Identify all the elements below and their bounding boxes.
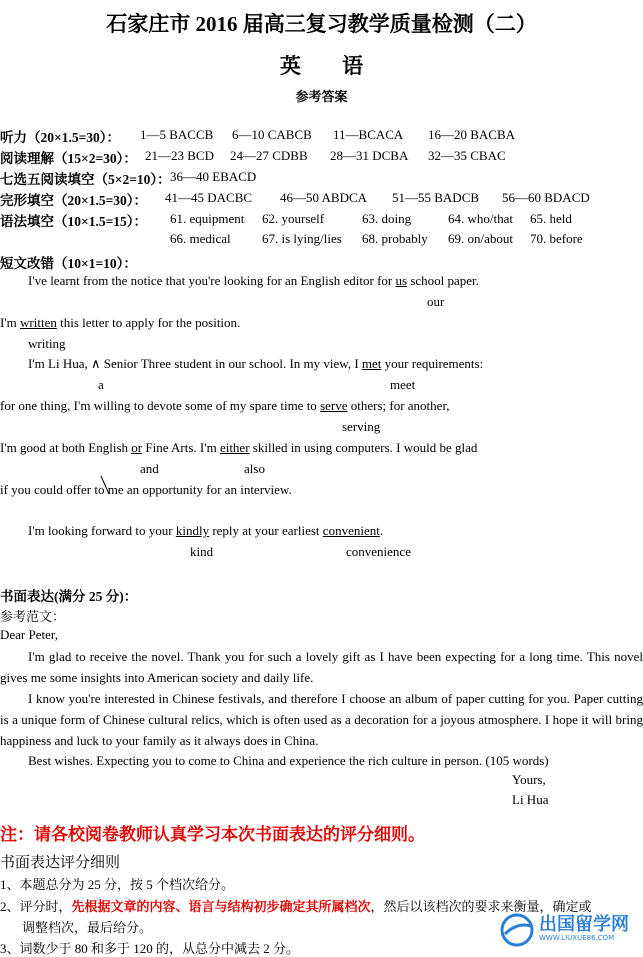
- text-segment: ，然后以该档次的要求来衡量，确定或: [370, 899, 592, 914]
- correction-answer: kind: [190, 544, 214, 559]
- answer-item: 61. equipment: [170, 211, 245, 226]
- text-segment: skilled in using computers. I would be glad: [249, 440, 478, 455]
- answer-group: 11—BCACA: [333, 127, 404, 142]
- error-word: either: [219, 440, 250, 455]
- reading-label: 阅读理解（15×2=30）：: [0, 151, 137, 166]
- text-segment: I'm good at both English: [0, 440, 132, 455]
- answer-group: 28—31 DCBA: [330, 148, 409, 163]
- answer-item: 69. on/about: [448, 231, 513, 246]
- sample-label: 参考范文：: [0, 609, 66, 624]
- text-segment: Fine Arts. I'm: [142, 440, 220, 455]
- cloze-label: 完形填空（20×1.5=30）：: [0, 193, 148, 208]
- watermark-text: 出国留学网: [539, 914, 629, 935]
- correction-line-5: [0, 440, 477, 456]
- answer-group: 1—5 BACCB: [140, 127, 214, 142]
- correction-answer: our: [427, 294, 445, 309]
- correction-line-1: [28, 273, 479, 289]
- correction-answer: serving: [342, 419, 381, 434]
- text-segment: .: [379, 523, 384, 538]
- text-segment: reply at your earliest: [209, 523, 323, 538]
- answer-group: 41—45 DACBC: [165, 190, 253, 205]
- watermark-url: WWW.LIUXUE86.COM: [539, 934, 615, 942]
- letter-paragraph: I'm glad to receive the novel. Thank you for such a lovely gift as I have been expecting for a long time. This novel gives me some insights into American society and daily life.: [0, 649, 643, 685]
- text-segment: your requirements:: [381, 356, 484, 371]
- correction-line-2: [0, 315, 240, 331]
- writing-label: 书面表达(满分 25 分)：: [0, 589, 138, 604]
- listening-row: [0, 126, 120, 146]
- correction-answer: meet: [390, 377, 416, 392]
- text-segment: for one thing, I'm willing to devote some of my spare time to: [0, 398, 321, 413]
- subject-heading: 英 语: [279, 54, 382, 78]
- answer-group: 16—20 BACBA: [428, 127, 516, 142]
- answer-group: 6—10 CABCB: [232, 127, 312, 142]
- document-title: 石家庄市 2016 届高三复习教学质量检测（二）: [106, 12, 537, 36]
- correction-answer: a: [98, 377, 104, 392]
- answer-item: 65. held: [530, 211, 572, 226]
- text-segment: others; for another,: [347, 398, 450, 413]
- error-word: or: [131, 440, 143, 455]
- answer-group: 51—55 BADCB: [392, 190, 480, 205]
- answer-group: 32—35 CBAC: [428, 148, 506, 163]
- answer-group: 24—27 CDBB: [230, 148, 308, 163]
- answer-item: 64. who/that: [448, 211, 513, 226]
- correction-answer: also: [244, 461, 265, 476]
- answer-item: 68. probably: [362, 231, 428, 246]
- watermark-logo: [499, 910, 639, 950]
- answer-item: 67. is lying/lies: [262, 231, 342, 246]
- error-word: met: [361, 356, 382, 371]
- correction-answer: convenience: [346, 544, 411, 559]
- rubric-item: 3、词数少于 80 和多于 120 的，从总分中减去 2 分。: [0, 941, 300, 956]
- text-segment: I've learnt from the notice that you're looking for an English editor for: [28, 273, 396, 288]
- error-word: written: [20, 315, 57, 330]
- error-word: convenient: [322, 523, 380, 538]
- letter-signature: Li Hua: [512, 792, 549, 807]
- text-segment: 2、评分时，: [0, 899, 72, 914]
- error-word: kindly: [175, 523, 210, 538]
- highlight-text: 先根据文章的内容、语言与结构初步确定其所属档次: [71, 899, 371, 914]
- answer-item: 62. yourself: [262, 211, 325, 226]
- correction-label: 短文改错（10×1=10）：: [0, 256, 137, 271]
- correction-line-6: if you could offer to me an opportunity for an interview.: [0, 482, 292, 497]
- answer-item: 66. medical: [170, 231, 231, 246]
- answer-item: 63. doing: [362, 211, 412, 226]
- answer-group: 56—60 BDACD: [502, 190, 590, 205]
- correction-line-7: [28, 523, 383, 539]
- letter-greeting: Dear Peter,: [0, 627, 58, 642]
- letter-closing: Yours,: [512, 772, 546, 787]
- deletion-mark-icon: [98, 474, 112, 496]
- answer-group: 46—50 ABDCA: [280, 190, 368, 205]
- globe-icon: [499, 912, 535, 948]
- grammar-label: 语法填空（10×1.5=15）：: [0, 214, 148, 229]
- listening-label: 听力（20×1.5=30）：: [0, 130, 121, 145]
- text-segment: I'm looking forward to your: [28, 523, 176, 538]
- correction-line-3: [28, 356, 483, 372]
- answer-group: 21—23 BCD: [145, 148, 214, 163]
- answer-item: 70. before: [530, 231, 583, 246]
- text-segment: school paper.: [407, 273, 479, 288]
- correction-line-4: [0, 398, 450, 414]
- correction-answer: and: [140, 461, 159, 476]
- letter-paragraph: Best wishes. Expecting you to come to China and experience the rich culture in person. (105 words): [28, 753, 549, 768]
- text-segment: I'm Li Hua, ∧ Senior Three student in our school. In my view, I: [28, 356, 362, 371]
- answer-group: 36—40 EBACD: [170, 169, 257, 184]
- grader-note: 注：请各校阅卷教师认真学习本次书面表达的评分细则。: [0, 825, 425, 844]
- text-segment: I'm: [0, 315, 21, 330]
- rubric-item-continuation: 调整档次，最后给分。: [22, 920, 153, 935]
- answer-heading: 参考答案: [295, 89, 348, 104]
- rubric-title: 书面表达评分细则: [0, 855, 121, 871]
- seven-five-label: 七选五阅读填空（5×2=10）：: [0, 172, 171, 187]
- correction-answer: writing: [28, 336, 66, 351]
- rubric-item: 1、本题总分为 25 分，按 5 个档次给分。: [0, 877, 235, 892]
- text-segment: this letter to apply for the position.: [56, 315, 241, 330]
- error-word: serve: [320, 398, 348, 413]
- error-word: us: [395, 273, 408, 288]
- letter-paragraph: I know you're interested in Chinese festivals, and therefore I choose an album of paper cutting for you. Paper cutting is a unique form of Chinese cultural relics, which is often used as a decoration for a joyous atmosphere. I hope it will bring happiness and luck to your family as it always does in China.: [0, 691, 643, 748]
